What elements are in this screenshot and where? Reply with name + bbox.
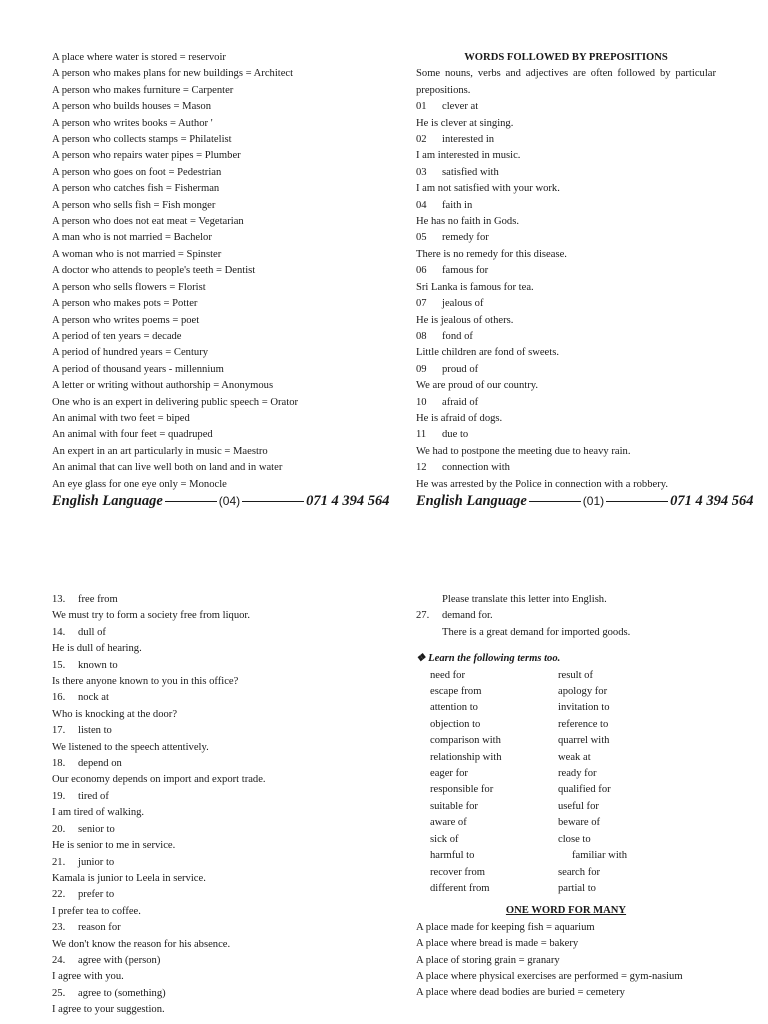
term-item: reference to <box>558 718 609 730</box>
entry-example: I prefer tea to coffee. <box>52 905 141 917</box>
definition-line: One who is an expert in delivering public speech = Orator <box>52 396 299 408</box>
preposition-entry <box>416 296 716 312</box>
entry-term: faith in <box>442 199 473 211</box>
preposition-entry <box>416 263 716 279</box>
entry-example: There is no remedy for this disease. <box>416 248 567 260</box>
entry-term: listen to <box>78 725 112 737</box>
term-item: recover from <box>430 866 485 878</box>
definition-line: A person who does not eat meat = Vegetarian <box>52 216 244 228</box>
definition-line: A person who makes pots = Potter <box>52 298 198 310</box>
entry-example: I am tired of walking. <box>52 807 145 819</box>
entry-example: He has no faith in Gods. <box>416 216 519 228</box>
definition-line: A period of hundred years = Century <box>52 347 209 359</box>
entry-term: reason for <box>78 922 121 934</box>
entry-example: I agree to your suggestion. <box>52 1004 165 1016</box>
entry-number: 16. <box>52 692 66 704</box>
entry-term: jealous of <box>442 298 484 310</box>
example-continuation: Please translate this letter into English. <box>442 594 607 605</box>
entry-example: He is jealous of others. <box>416 314 514 326</box>
preposition-entry <box>52 887 382 903</box>
term-item: apology for <box>558 686 608 698</box>
preposition-entry <box>52 723 382 739</box>
page-number: (01) <box>582 494 605 508</box>
entry-example: Is there anyone known to you in this office? <box>52 676 239 688</box>
preposition-entry <box>52 658 382 674</box>
definition-line: A person who makes plans for new buildings = Architect <box>52 68 294 80</box>
term-item: aware of <box>430 817 467 829</box>
term-item: need for <box>430 669 465 681</box>
preposition-entry <box>416 165 716 181</box>
definition-line: A person who sells flowers = Florist <box>52 281 206 293</box>
entry-term: prefer to <box>78 889 115 901</box>
entry-term: agree with (person) <box>78 954 161 966</box>
definition-line: A person who sells fish = Fish monger <box>52 199 216 211</box>
entry-term: satisfied with <box>442 166 499 178</box>
term-item: comparison with <box>430 735 501 747</box>
one-word-list <box>416 920 746 1002</box>
definition-line: An animal that can live well both on land and in water <box>52 462 283 474</box>
entry-example: I am interested in music. <box>416 150 521 162</box>
entry-term: demand for. <box>442 610 493 622</box>
term-item: invitation to <box>558 702 610 714</box>
entry-example: We had to postpone the meeting due to heavy rain. <box>416 445 631 457</box>
entry-example: We listened to the speech attentively. <box>52 741 209 753</box>
term-item: beware of <box>558 817 601 829</box>
entry-term: remedy for <box>442 232 489 244</box>
definition-line: A period of thousand years - millennium <box>52 363 224 375</box>
definition-line: A doctor who attends to people's teeth = Dentist <box>52 265 256 277</box>
terms-column-right <box>558 668 718 898</box>
entry-example: He was arrested by the Police in connection with a robbery. <box>416 478 669 490</box>
preposition-entry <box>416 132 716 148</box>
entry-term: agree to (something) <box>78 987 166 999</box>
footer-left <box>52 493 390 510</box>
preposition-entry <box>416 99 716 115</box>
definition-line: An animal with four feet = quadruped <box>52 429 213 441</box>
entry-term: depend on <box>78 758 122 770</box>
entry-number: 25. <box>52 987 66 999</box>
entry-term: due to <box>442 429 469 441</box>
prepositions-section-top-right <box>416 50 716 493</box>
entry-example: Our economy depends on import and export trade. <box>52 774 266 786</box>
definitions-list-top-left <box>52 50 382 493</box>
footer-right <box>416 493 754 510</box>
term-item: useful for <box>558 800 599 812</box>
entry-number: 21. <box>52 856 66 868</box>
entry-number: 17. <box>52 725 66 737</box>
footer-phone: 071 4 394 564 <box>306 493 390 509</box>
entry-example: I agree with you. <box>52 971 124 983</box>
entry-number: 18. <box>52 758 66 770</box>
entry-example: I am not satisfied with your work. <box>416 183 560 195</box>
entry-number: 20. <box>52 823 66 835</box>
definition-line: A place where dead bodies are buried = cemetery <box>416 987 625 999</box>
preposition-entry <box>52 986 382 1002</box>
definition-line: A person who makes furniture = Carpenter <box>52 84 234 96</box>
definition-line: A place made for keeping fish = aquarium <box>416 921 595 933</box>
entry-term: afraid of <box>442 396 479 408</box>
entry-number: 05 <box>416 232 427 244</box>
definition-line: A person who catches fish = Fisherman <box>52 183 220 195</box>
entry-term: junior to <box>78 856 115 868</box>
preposition-entry <box>416 460 716 476</box>
one-word-heading: ONE WORD FOR MANY <box>505 905 627 917</box>
preposition-entry <box>52 625 382 641</box>
entry-term: tired of <box>78 790 109 802</box>
definition-line: A man who is not married = Bachelor <box>52 232 212 244</box>
entry-example: He is clever at singing. <box>416 117 514 129</box>
definition-line: A letter or writing without authorship = Anonymous <box>52 380 274 392</box>
preposition-entry <box>52 690 382 706</box>
entry-number: 08 <box>416 330 427 342</box>
footer-title: English Language <box>52 493 163 509</box>
preposition-entry <box>416 230 716 246</box>
entry-example: Sri Lanka is famous for tea. <box>416 281 534 293</box>
term-item: eager for <box>430 768 468 780</box>
term-item: search for <box>558 866 601 878</box>
entry-number: 12 <box>416 462 427 474</box>
preposition-entry <box>52 822 382 838</box>
definition-line: A woman who is not married = Spinster <box>52 248 222 260</box>
entry-example: He is afraid of dogs. <box>416 412 503 424</box>
term-item: attention to <box>430 702 478 714</box>
entry-term: dull of <box>78 626 106 638</box>
preposition-entry <box>52 953 382 969</box>
preposition-entry <box>416 198 716 214</box>
section-bottom-right <box>416 592 746 1002</box>
term-item: ready for <box>558 768 597 780</box>
footer-title: English Language <box>416 493 527 509</box>
entry-number: 03 <box>416 166 427 178</box>
entry-example: Kamala is junior to Leela in service. <box>52 872 206 884</box>
definition-line: A person who builds houses = Mason <box>52 101 211 113</box>
entry-example: We must try to form a society free from liquor. <box>52 610 251 622</box>
entry-example: Who is knocking at the door? <box>52 708 178 720</box>
learn-terms-heading: ❖ Learn the following terms too. <box>416 653 561 665</box>
term-item: qualified for <box>558 784 611 796</box>
entry-term: free from <box>78 594 118 605</box>
entry-term: known to <box>78 659 118 671</box>
definition-line: A place where physical exercises are performed = gym-nasium <box>416 970 683 982</box>
entry-number: 14. <box>52 626 66 638</box>
entry-term: senior to <box>78 823 115 835</box>
term-item: result of <box>558 669 594 681</box>
preposition-entry <box>416 395 716 411</box>
definition-line: A period of ten years = decade <box>52 330 182 342</box>
entry-number: 27. <box>416 610 430 622</box>
definition-line: An expert in an art particularly in music = Maestro <box>52 445 268 457</box>
entry-number: 11 <box>416 429 427 441</box>
prepositions-section-bottom-left <box>52 592 382 1019</box>
entry-term: fond of <box>442 330 473 342</box>
definition-line: A place of storing grain = granary <box>416 954 560 966</box>
entry-example: We are proud of our country. <box>416 380 539 392</box>
term-item: close to <box>558 833 591 845</box>
definition-line: A person who writes poems = poet <box>52 314 200 326</box>
learn-terms-grid <box>416 668 746 898</box>
entry-number: 13. <box>52 594 66 605</box>
entry-number: 02 <box>416 134 427 146</box>
section-intro: Some nouns, verbs and adjectives are often followed by particular prepositions. <box>416 68 716 96</box>
footer-rule <box>606 501 668 502</box>
entry-number: 09 <box>416 363 427 375</box>
entry-example: He is senior to me in service. <box>52 840 176 852</box>
term-item: objection to <box>430 718 481 730</box>
entry-example: There is a great demand for imported goods. <box>442 626 631 638</box>
entry-term: interested in <box>442 134 495 146</box>
entry-term: nock at <box>78 692 109 704</box>
entry-term: proud of <box>442 363 479 375</box>
footer-rule <box>242 501 304 502</box>
definition-line: An eye glass for one eye only = Monocle <box>52 478 227 490</box>
preposition-entry <box>52 855 382 871</box>
definition-line: A place where water is stored = reservoir <box>52 52 226 63</box>
term-item: different from <box>430 882 490 894</box>
definition-line: A person who goes on foot = Pedestrian <box>52 166 222 178</box>
section-heading: WORDS FOLLOWED BY PREPOSITIONS <box>464 52 668 63</box>
footer-rule <box>165 501 217 502</box>
term-item: quarrel with <box>558 735 610 747</box>
entry-number: 07 <box>416 298 427 310</box>
definition-line: A person who collects stamps = Philatelist <box>52 134 232 146</box>
term-item: escape from <box>430 686 482 698</box>
entry-term: clever at <box>442 101 479 113</box>
term-item: partial to <box>558 882 596 894</box>
preposition-entries <box>416 99 716 493</box>
entry-number: 23. <box>52 922 66 934</box>
footer-phone: 071 4 394 564 <box>670 493 754 509</box>
term-item: responsible for <box>430 784 494 796</box>
entry-example: He is dull of hearing. <box>52 643 142 655</box>
term-item: harmful to <box>430 850 475 862</box>
preposition-entry <box>416 427 716 443</box>
term-item: suitable for <box>430 800 478 812</box>
entry-number: 24. <box>52 954 66 966</box>
preposition-entry <box>52 920 382 936</box>
preposition-entry <box>52 592 382 608</box>
entry-number: 04 <box>416 199 427 211</box>
entry-example: Little children are fond of sweets. <box>416 347 559 359</box>
entry-number: 19. <box>52 790 66 802</box>
term-item: weak at <box>558 751 591 763</box>
entry-term: connection with <box>442 462 510 474</box>
term-item: relationship with <box>430 751 502 763</box>
preposition-entry <box>52 756 382 772</box>
definition-line: A person who writes books = Author ' <box>52 117 213 129</box>
preposition-entry <box>416 608 746 624</box>
entry-term: famous for <box>442 265 489 277</box>
entry-number: 15. <box>52 659 66 671</box>
entry-number: 10 <box>416 396 427 408</box>
entry-example: We don't know the reason for his absence. <box>52 938 231 950</box>
definition-line: A person who repairs water pipes = Plumber <box>52 150 241 162</box>
footer-rule <box>529 501 581 502</box>
terms-column-left <box>430 668 558 898</box>
page-number: (04) <box>218 494 241 508</box>
definition-line: An animal with two feet = biped <box>52 412 190 424</box>
preposition-entry <box>416 362 716 378</box>
entry-number: 06 <box>416 265 427 277</box>
definition-line: A place where bread is made = bakery <box>416 938 579 950</box>
term-item: sick of <box>430 833 459 845</box>
entry-number: 01 <box>416 101 427 113</box>
entry-number: 22. <box>52 889 66 901</box>
preposition-entry <box>416 329 716 345</box>
term-item: familiar with <box>572 850 628 862</box>
preposition-entry <box>52 789 382 805</box>
